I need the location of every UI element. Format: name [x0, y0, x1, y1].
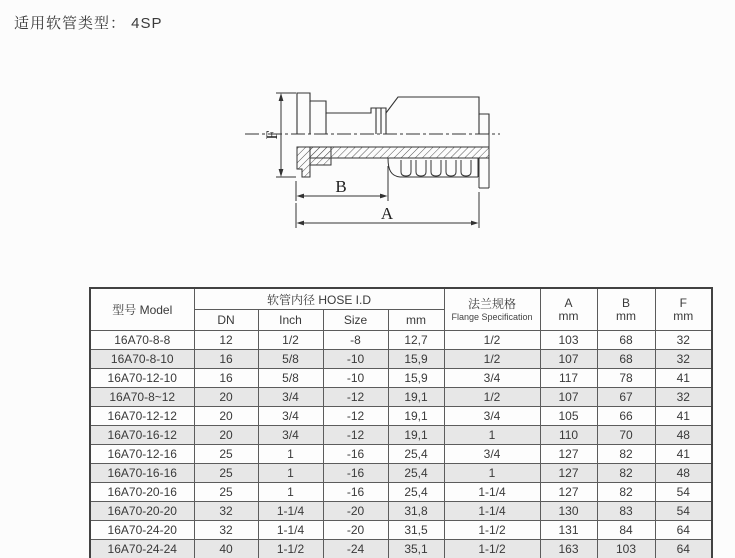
f-cell: 32 [655, 388, 712, 407]
f-cell: 41 [655, 369, 712, 388]
model-cell: 16A70-24-20 [90, 521, 194, 540]
table-row [90, 445, 712, 464]
mm-cell: 25,4 [388, 445, 444, 464]
mm-cell: 15,9 [388, 350, 444, 369]
size-cell: -12 [323, 407, 388, 426]
f-cell: 32 [655, 350, 712, 369]
hose-type-label: 适用软管类型： 4SP [14, 15, 163, 32]
b-cell: 103 [597, 540, 655, 558]
size-cell: -16 [323, 445, 388, 464]
size-cell: -20 [323, 521, 388, 540]
table-row [90, 388, 712, 407]
dn-cell: 32 [194, 521, 258, 540]
model-cell: 16A70-20-20 [90, 502, 194, 521]
flange-spec-cell: 3/4 [444, 407, 540, 426]
mm-cell: 31,8 [388, 502, 444, 521]
b-cell: 82 [597, 445, 655, 464]
header-flange-en: Flange Specification [451, 311, 533, 322]
dn-cell: 40 [194, 540, 258, 558]
table-row [90, 369, 712, 388]
mm-cell: 25,4 [388, 483, 444, 502]
fitting-technical-drawing [225, 55, 515, 240]
header-model: 型号 Model [90, 288, 194, 331]
table-row [90, 483, 712, 502]
dn-cell: 32 [194, 502, 258, 521]
inch-cell: 1 [258, 464, 323, 483]
header-a-unit: mm [558, 308, 579, 323]
size-cell: -12 [323, 388, 388, 407]
a-cell: 107 [540, 350, 597, 369]
inch-cell: 3/4 [258, 426, 323, 445]
header-flange-zh: 法兰规格 [468, 296, 517, 311]
b-cell: 68 [597, 350, 655, 369]
header-b [597, 288, 655, 331]
b-cell: 82 [597, 464, 655, 483]
socket-serrations [401, 160, 471, 176]
a-cell: 127 [540, 483, 597, 502]
f-cell: 48 [655, 426, 712, 445]
header-b-unit: mm [616, 308, 637, 323]
f-cell: 41 [655, 445, 712, 464]
a-cell: 107 [540, 388, 597, 407]
b-cell: 67 [597, 388, 655, 407]
header-flange-spec [444, 288, 540, 331]
b-cell: 84 [597, 521, 655, 540]
header-size: Size [323, 310, 388, 331]
dim-label-f: F [264, 130, 281, 140]
b-cell: 70 [597, 426, 655, 445]
table-row [90, 502, 712, 521]
table-row [90, 407, 712, 426]
a-cell: 163 [540, 540, 597, 558]
size-cell: -16 [323, 483, 388, 502]
a-cell: 110 [540, 426, 597, 445]
b-cell: 82 [597, 483, 655, 502]
inch-cell: 1 [258, 483, 323, 502]
model-cell: 16A70-20-16 [90, 483, 194, 502]
a-cell: 127 [540, 464, 597, 483]
dn-cell: 16 [194, 369, 258, 388]
mm-cell: 19,1 [388, 426, 444, 445]
dn-cell: 25 [194, 464, 258, 483]
b-cell: 68 [597, 331, 655, 350]
size-cell: -20 [323, 502, 388, 521]
mm-cell: 19,1 [388, 388, 444, 407]
inch-cell: 3/4 [258, 388, 323, 407]
flange-spec-cell: 1-1/4 [444, 483, 540, 502]
b-cell: 83 [597, 502, 655, 521]
mm-cell: 15,9 [388, 369, 444, 388]
table-row [90, 464, 712, 483]
inch-cell: 1-1/2 [258, 540, 323, 558]
flange-spec-cell: 1-1/2 [444, 540, 540, 558]
flange-spec-cell: 1/2 [444, 388, 540, 407]
dim-label-a: A [380, 204, 394, 223]
flange-spec-cell: 1 [444, 464, 540, 483]
a-cell: 105 [540, 407, 597, 426]
size-cell: -12 [323, 426, 388, 445]
tube-wall-section [310, 147, 489, 158]
flange-spec-cell: 3/4 [444, 445, 540, 464]
a-cell: 117 [540, 369, 597, 388]
flange-spec-cell: 1/2 [444, 350, 540, 369]
mm-cell: 31,5 [388, 521, 444, 540]
inch-cell: 3/4 [258, 407, 323, 426]
flange-spec-cell: 1-1/2 [444, 521, 540, 540]
size-cell: -8 [323, 331, 388, 350]
header-a [540, 288, 597, 331]
a-cell: 103 [540, 331, 597, 350]
header-b-letter: B [622, 295, 631, 310]
table-row [90, 540, 712, 558]
inch-cell: 5/8 [258, 369, 323, 388]
size-cell: -16 [323, 464, 388, 483]
dn-cell: 25 [194, 445, 258, 464]
inch-cell: 1-1/4 [258, 502, 323, 521]
flange-spec-cell: 1/2 [444, 331, 540, 350]
dn-cell: 12 [194, 331, 258, 350]
header-mm: mm [388, 310, 444, 331]
inch-cell: 5/8 [258, 350, 323, 369]
flange-spec-cell: 1-1/4 [444, 502, 540, 521]
model-cell: 16A70-12-10 [90, 369, 194, 388]
table-row [90, 350, 712, 369]
a-cell: 131 [540, 521, 597, 540]
mm-cell: 19,1 [388, 407, 444, 426]
spec-table [89, 287, 713, 558]
a-cell: 127 [540, 445, 597, 464]
dn-cell: 20 [194, 407, 258, 426]
header-inch: Inch [258, 310, 323, 331]
spec-table-header [90, 288, 712, 331]
model-cell: 16A70-12-12 [90, 407, 194, 426]
header-a-letter: A [564, 295, 573, 310]
header-f [655, 288, 712, 331]
mm-cell: 12,7 [388, 331, 444, 350]
dim-label-b: B [335, 177, 347, 196]
model-cell: 16A70-12-16 [90, 445, 194, 464]
inch-cell: 1 [258, 445, 323, 464]
f-cell: 54 [655, 483, 712, 502]
inch-cell: 1-1/4 [258, 521, 323, 540]
hose-tail [479, 134, 489, 188]
mm-cell: 35,1 [388, 540, 444, 558]
model-cell: 16A70-8~12 [90, 388, 194, 407]
inch-cell: 1/2 [258, 331, 323, 350]
dn-cell: 20 [194, 426, 258, 445]
header-dn: DN [194, 310, 258, 331]
f-cell: 64 [655, 521, 712, 540]
model-cell: 16A70-8-10 [90, 350, 194, 369]
fitting-section-lower [297, 134, 489, 188]
mm-cell: 25,4 [388, 464, 444, 483]
dn-cell: 16 [194, 350, 258, 369]
spec-table-body [90, 331, 712, 558]
header-f-unit: mm [673, 308, 694, 323]
table-row [90, 331, 712, 350]
flange-section [297, 147, 310, 177]
b-cell: 78 [597, 369, 655, 388]
f-cell: 32 [655, 331, 712, 350]
f-cell: 54 [655, 502, 712, 521]
dn-cell: 25 [194, 483, 258, 502]
size-cell: -10 [323, 350, 388, 369]
model-cell: 16A70-8-8 [90, 331, 194, 350]
size-cell: -24 [323, 540, 388, 558]
f-cell: 48 [655, 464, 712, 483]
f-cell: 64 [655, 540, 712, 558]
f-cell: 41 [655, 407, 712, 426]
table-row [90, 426, 712, 445]
b-cell: 66 [597, 407, 655, 426]
model-cell: 16A70-16-16 [90, 464, 194, 483]
size-cell: -10 [323, 369, 388, 388]
header-hose-id-group: 软管内径 HOSE I.D [194, 288, 444, 310]
a-cell: 130 [540, 502, 597, 521]
model-cell: 16A70-24-24 [90, 540, 194, 558]
header-f-letter: F [679, 295, 687, 310]
dn-cell: 20 [194, 388, 258, 407]
flange-spec-cell: 1 [444, 426, 540, 445]
fitting-upper-outline [297, 93, 489, 134]
table-row [90, 521, 712, 540]
flange-spec-cell: 3/4 [444, 369, 540, 388]
model-cell: 16A70-16-12 [90, 426, 194, 445]
